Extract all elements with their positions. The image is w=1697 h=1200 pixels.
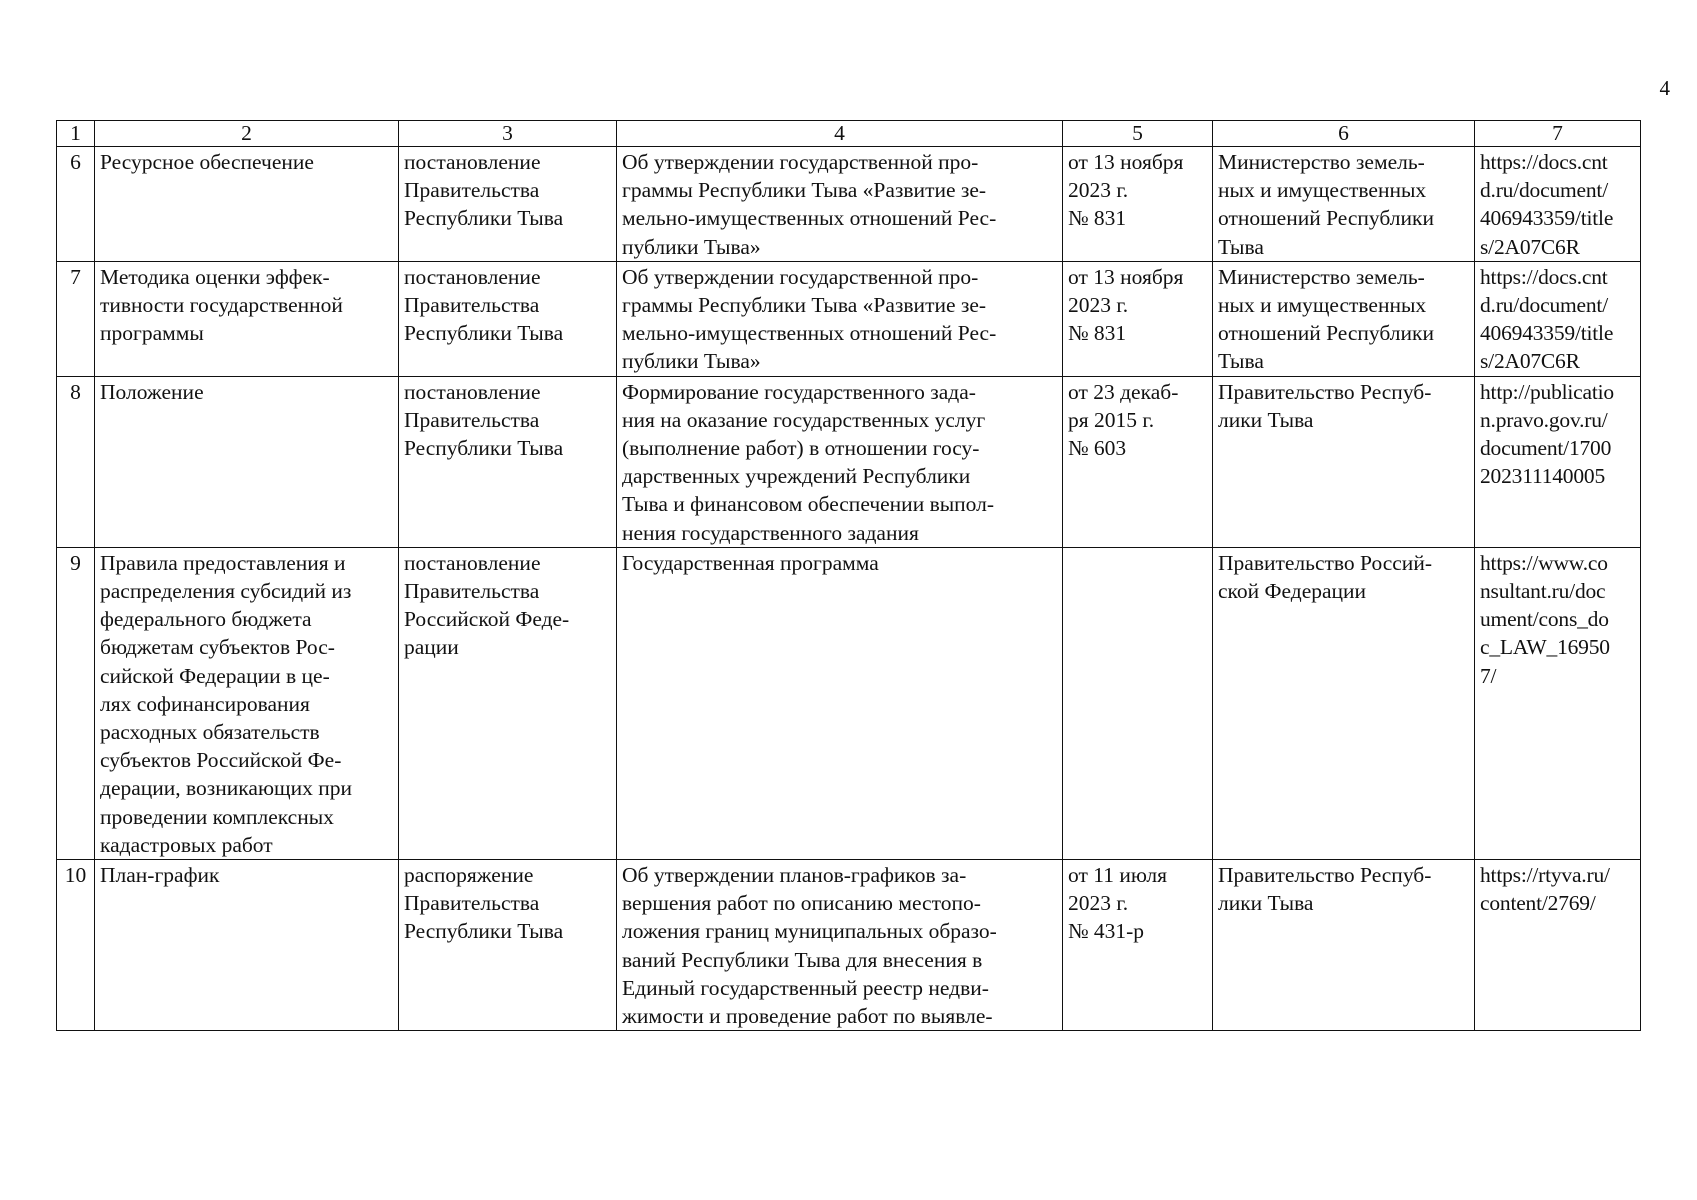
cell-text-line: сийской Федерации в це- [100,663,330,688]
cell-text-line: Правительства [404,579,540,604]
issuing-authority-cell [1213,147,1475,262]
document-link-line[interactable]: https://rtyva.ru/ [1480,863,1610,888]
document-type-cell [399,376,617,547]
document-link-line[interactable]: 406943359/title [1480,206,1614,231]
cell-text-line: Российской Феде- [404,607,570,632]
document-date-cell [1063,860,1213,1031]
document-title-cell [617,860,1063,1031]
document-link-line[interactable]: document/1700 [1480,436,1612,461]
cell-text-line: тивности государственной [100,293,343,318]
document-link-cell [1475,261,1641,376]
cell-text-line: № 831 [1068,321,1127,346]
cell-text-line: федерального бюджета [100,607,312,632]
cell-text-line: План-график [100,863,220,888]
cell-text-line: распоряжение [404,863,534,888]
cell-text-line: лях софинансирования [100,691,310,716]
cell-text-line: от 13 ноября [1068,264,1184,289]
document-date-cell [1063,547,1213,859]
document-link-cell [1475,860,1641,1031]
cell-text-line: от 13 ноября [1068,150,1184,174]
cell-text-line: Формирование государственного зада- [622,379,976,404]
document-name-cell [95,261,399,376]
cell-text-line: постановление [404,379,541,404]
column-header: 5 [1063,121,1213,147]
cell-text-line: ваний Республики Тыва для внесения в [622,947,983,972]
cell-text-line: Правительство Респуб- [1218,379,1432,404]
cell-text-line: № 831 [1068,206,1127,231]
cell-text-line: публики Тыва» [622,349,761,374]
cell-text-line: Правительства [404,178,540,203]
cell-text-line: № 431-р [1068,919,1145,944]
document-link-line[interactable]: n.pravo.gov.ru/ [1480,407,1608,432]
row-number-cell: 8 [57,376,95,547]
cell-text-line: Республики Тыва [404,321,564,346]
cell-text-line: Республики Тыва [404,206,564,231]
column-header: 1 [57,121,95,147]
legal-acts-table [56,120,1641,1031]
cell-text-line: лики Тыва [1218,891,1314,916]
cell-text-line: Республики Тыва [404,919,564,944]
cell-text-line: Министерство земель- [1218,150,1425,174]
cell-text-line: Правительство Россий- [1218,550,1432,575]
cell-text-line: (выполнение работ) в отношении госу- [622,436,980,461]
document-date-cell [1063,147,1213,262]
cell-text-line: ложения границ муниципальных образо- [622,919,997,944]
document-link-line[interactable]: http://publicatio [1480,379,1614,404]
document-link-cell [1475,547,1641,859]
cell-text-line: граммы Республики Тыва «Развитие зе- [622,293,987,318]
cell-text-line: Об утверждении государственной про- [622,150,979,174]
document-name-cell [95,547,399,859]
document-link-cell [1475,376,1641,547]
cell-text-line: ния на оказание государственных услуг [622,407,986,432]
document-link-line[interactable]: s/2A07C6R [1480,234,1580,259]
column-header: 3 [399,121,617,147]
cell-text-line: от 11 июля [1068,863,1167,888]
cell-text-line: Правительства [404,407,540,432]
cell-text-line: расходных обязательств [100,720,320,745]
cell-text-line: мельно-имущественных отношений Рес- [622,321,997,346]
cell-text-line: Ресурсное обеспечение [100,150,314,174]
cell-text-line: Методика оценки эффек- [100,264,330,289]
cell-text-line: Государственная программа [622,550,879,575]
document-link-line[interactable]: https://www.co [1480,550,1608,575]
document-type-cell [399,547,617,859]
column-header: 2 [95,121,399,147]
cell-text-line: жимости и проведение работ по выявле- [622,1004,993,1029]
document-date-cell [1063,376,1213,547]
table-row [57,147,1641,262]
cell-text-line: Единый государственный реестр недви- [622,975,989,1000]
cell-text-line: 2023 г. [1068,891,1129,916]
row-number-cell: 7 [57,261,95,376]
column-header: 4 [617,121,1063,147]
cell-text-line: распределения субсидий из [100,579,352,604]
issuing-authority-cell [1213,860,1475,1031]
document-type-cell [399,860,617,1031]
row-number-cell: 9 [57,547,95,859]
column-number-row [57,121,1641,147]
cell-text-line: Положение [100,379,204,404]
cell-text-line: бюджетам субъектов Рос- [100,635,335,660]
cell-text-line: Об утверждении планов-графиков за- [622,863,967,888]
cell-text-line: граммы Республики Тыва «Развитие зе- [622,178,987,203]
cell-text-line: Республики Тыва [404,436,564,461]
cell-text-line: публики Тыва» [622,234,761,259]
row-number-cell: 6 [57,147,95,262]
document-link-line[interactable]: https://docs.cnt [1480,150,1608,174]
document-title-cell [617,376,1063,547]
cell-text-line: мельно-имущественных отношений Рес- [622,206,997,231]
cell-text-line: Тыва [1218,234,1264,259]
cell-text-line: нения государственного задания [622,520,919,545]
document-title-cell [617,147,1063,262]
cell-text-line: отношений Республики [1218,206,1434,231]
cell-text-line: ря 2015 г. [1068,407,1155,432]
cell-text-line: Министерство земель- [1218,264,1425,289]
document-type-cell [399,147,617,262]
document-title-cell [617,261,1063,376]
issuing-authority-cell [1213,376,1475,547]
cell-text-line: 2023 г. [1068,178,1129,203]
cell-text-line: от 23 декаб- [1068,379,1179,404]
issuing-authority-cell [1213,547,1475,859]
document-link-line[interactable]: content/2769/ [1480,891,1596,916]
cell-text-line: Правительство Респуб- [1218,863,1432,888]
cell-text-line: постановление [404,550,541,575]
cell-text-line: дерации, возникающих при [100,776,352,801]
document-type-cell [399,261,617,376]
cell-text-line: вершения работ по описанию местопо- [622,891,981,916]
column-header: 7 [1475,121,1641,147]
document-name-cell [95,860,399,1031]
table-row [57,261,1641,376]
cell-text-line: ской Федерации [1218,579,1367,604]
cell-text-line: субъектов Российской Фе- [100,748,342,773]
column-header: 6 [1213,121,1475,147]
cell-text-line: Тыва [1218,349,1264,374]
cell-text-line: постановление [404,150,541,174]
document-link-line[interactable]: nsultant.ru/doc [1480,579,1606,604]
issuing-authority-cell [1213,261,1475,376]
document-date-cell [1063,261,1213,376]
document-link-line[interactable]: c_LAW_16950 [1480,635,1610,660]
cell-text-line: № 603 [1068,436,1127,461]
document-link-line[interactable]: 406943359/title [1480,321,1614,346]
cell-text-line: проведении комплексных [100,804,334,829]
cell-text-line: ных и имущественных [1218,293,1427,318]
document-link-line[interactable]: d.ru/document/ [1480,293,1608,318]
table-row [57,547,1641,859]
cell-text-line: Правительства [404,293,540,318]
document-link-line[interactable]: s/2A07C6R [1480,349,1580,374]
cell-text-line: кадастровых работ [100,832,273,857]
cell-text-line: программы [100,321,204,346]
document-link-line[interactable]: https://docs.cnt [1480,264,1608,289]
document-link-cell [1475,147,1641,262]
document-link-line[interactable]: ument/cons_do [1480,607,1609,632]
cell-text-line: постановление [404,264,541,289]
cell-text-line: ных и имущественных [1218,178,1427,203]
cell-text-line: Правительства [404,891,540,916]
document-link-line[interactable]: d.ru/document/ [1480,178,1608,203]
table-row [57,860,1641,1031]
cell-text-line: Правила предоставления и [100,550,346,575]
cell-text-line: рации [404,635,459,660]
cell-text-line: отношений Республики [1218,321,1434,346]
cell-text-line: Тыва и финансовом обеспечении выпол- [622,492,995,517]
cell-text-line: Об утверждении государственной про- [622,264,979,289]
cell-text-line: дарственных учреждений Республики [622,464,971,489]
document-name-cell [95,376,399,547]
page-number: 4 [1659,76,1670,100]
document-link-line[interactable]: 202311140005 [1480,464,1606,489]
row-number-cell: 10 [57,860,95,1031]
table-row [57,376,1641,547]
cell-text-line: 2023 г. [1068,293,1129,318]
document-title-cell [617,547,1063,859]
cell-text-line: лики Тыва [1218,407,1314,432]
document-name-cell [95,147,399,262]
document-link-line[interactable]: 7/ [1480,663,1497,688]
